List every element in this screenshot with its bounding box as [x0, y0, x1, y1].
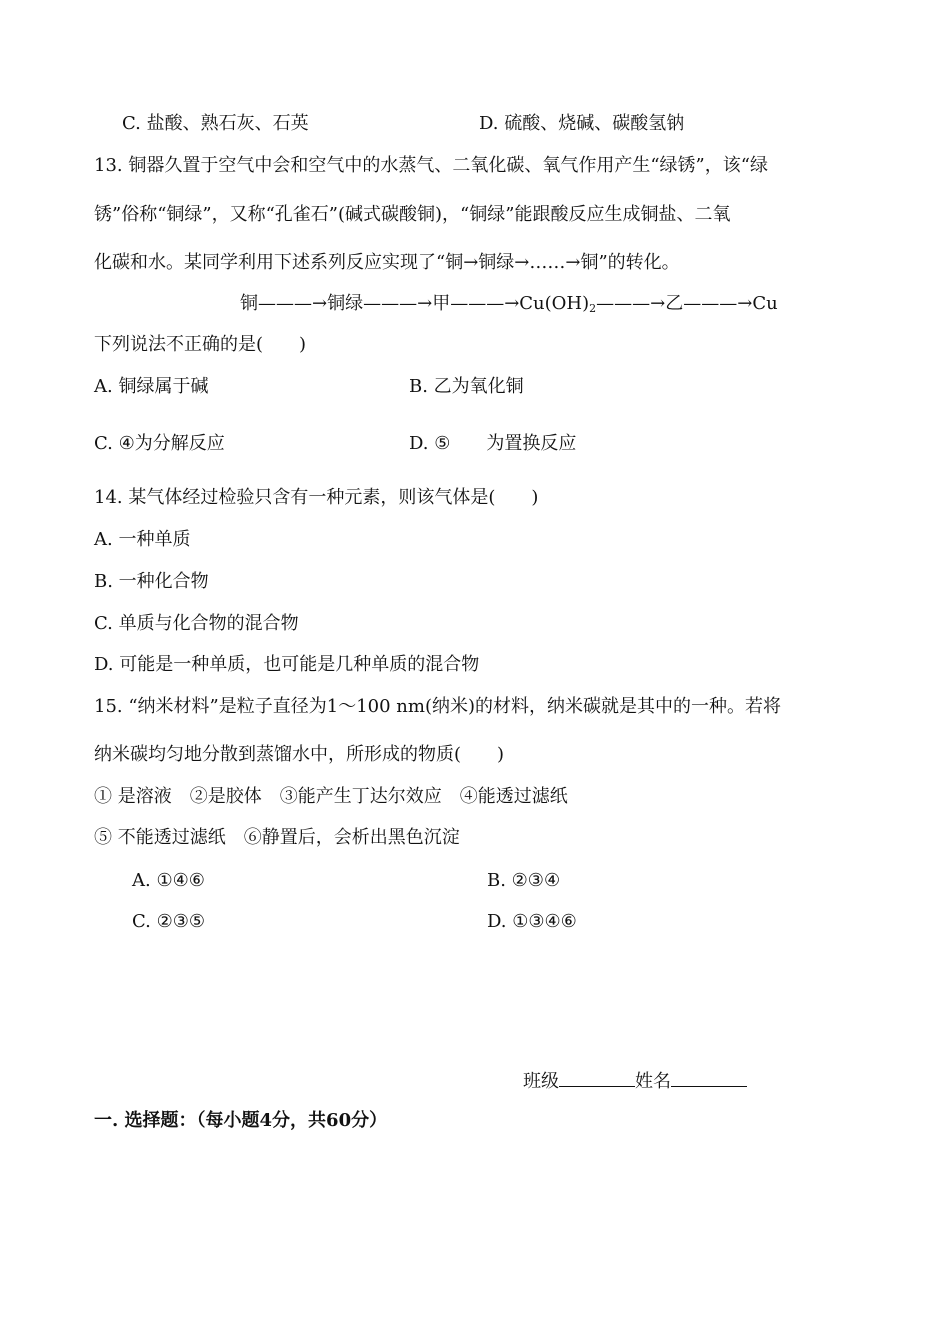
q15-option-b: B. ②③④ [487, 870, 561, 891]
q14-option-b: B. 一种化合物 [94, 571, 209, 592]
chain-copper: 铜 [240, 293, 258, 314]
class-name-fields [523, 1068, 747, 1094]
q14-option-d: D. 可能是一种单质，也可能是几种单质的混合物 [94, 654, 480, 675]
q15-line-1: 15. “纳米材料”是粒子直径为1～100 nm(纳米)的材料，纳米碳就是其中的一种。若将 [94, 696, 781, 717]
q13-stem: 下列说法不正确的是( ) [94, 334, 307, 355]
arrow-icon: ———→ [258, 293, 328, 314]
q13-line-3: 化碳和水。某同学利用下述系列反应实现了“铜→铜绿→……→铜”的转化。 [94, 252, 680, 273]
chain-jia: 甲 [432, 293, 451, 314]
section-heading: 一. 选择题：（每小题4分，共60分） [94, 1110, 388, 1131]
q15-statements-1: ① 是溶液 ②是胶体 ③能产生丁达尔效应 ④能透过滤纸 [94, 786, 568, 807]
reaction-chain [240, 292, 778, 321]
name-blank[interactable] [671, 1068, 747, 1087]
name-label: 姓名 [635, 1071, 671, 1092]
q13-line-1: 13. 铜器久置于空气中会和空气中的水蒸气、二氧化碳、氧气作用产生“绿锈”，该“绿 [94, 155, 768, 176]
q13-option-a: A. 铜绿属于碱 [94, 376, 209, 397]
q15-statements-2: ⑤ 不能透过滤纸 ⑥静置后，会析出黑色沉淀 [94, 827, 460, 848]
q12-option-d: D. 硫酸、烧碱、碳酸氢钠 [479, 113, 685, 134]
arrow-icon: ———→ [596, 293, 666, 314]
q12-option-c: C. 盐酸、熟石灰、石英 [122, 113, 309, 134]
q15-option-c: C. ②③⑤ [132, 911, 205, 932]
q13-line-2: 锈”俗称“铜绿”，又称“孔雀石”(碱式碳酸铜)，“铜绿”能跟酸反应生成铜盐、二氧 [94, 204, 731, 225]
arrow-icon: ———→ [363, 293, 433, 314]
chain-verdigris: 铜绿 [327, 293, 364, 314]
q14-stem: 14. 某气体经过检验只含有一种元素，则该气体是( ) [94, 487, 539, 508]
q13-option-b: B. 乙为氧化铜 [409, 376, 524, 397]
class-blank[interactable] [559, 1068, 635, 1087]
q15-line-2: 纳米碳均匀地分散到蒸馏水中，所形成的物质( ) [94, 744, 505, 765]
chain-cuoh2: $Cu(OH)_2$ [519, 293, 597, 315]
class-label: 班级 [523, 1071, 559, 1092]
q13-option-c: C. ④为分解反应 [94, 433, 225, 454]
chain-yi: 乙 [665, 293, 684, 314]
q14-option-c: C. 单质与化合物的混合物 [94, 613, 299, 634]
q15-option-d: D. ①③④⑥ [487, 911, 577, 932]
arrow-icon: ———→ [450, 293, 520, 314]
q15-option-a: A. ①④⑥ [132, 870, 205, 891]
arrow-icon: ———→ [683, 293, 753, 314]
q13-option-d: D. ⑤ 为置换反应 [409, 433, 577, 454]
q14-option-a: A. 一种单质 [94, 529, 191, 550]
chain-cu: Cu [752, 293, 778, 314]
